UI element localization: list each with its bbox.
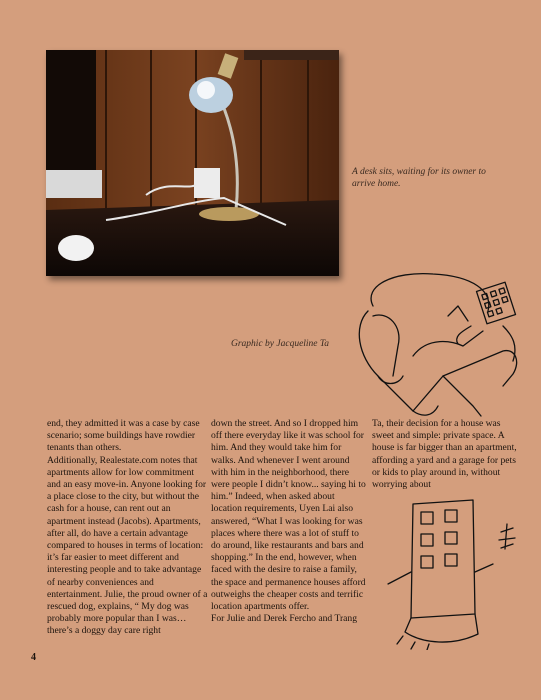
paragraph: Ta, their decision for a house was sweet and simple: private space. A house is far bigger than an apartment, affording a yard and a garage for pets or kids to play around in, without worrying about bbox=[372, 418, 517, 491]
graphic-credit: Graphic by Jacqueline Ta bbox=[231, 339, 330, 349]
paragraph: down the street. And so I dropped him off there everyday like it was school for him. And they would take him for walks. And whenever I went around with him in the neighborhood, there were people I didn’t know... saying hi to him.” Indeed, when asked about location requirements, Uyen Lai also answered, “What I was looking for was places where there was a lot of stuff to do around, like restaurants and bars and shopping.” In the end, however, when faced with the desire to raise a family, the space and permanence houses afford outweighs the cheaper costs and terrific location apartments offer. bbox=[211, 418, 366, 613]
photo-caption: A desk sits, waiting for its owner to arrive home. bbox=[352, 167, 486, 189]
article-column-2 bbox=[211, 418, 366, 625]
desk-photo-image bbox=[46, 50, 339, 276]
paragraph: end, they admitted it was a case by case scenario; some buildings have rowdier tenants than others. bbox=[47, 418, 200, 454]
paragraph: For Julie and Derek Fercho and Trang bbox=[211, 613, 358, 625]
page-number: 4 bbox=[31, 652, 36, 663]
paragraph: Additionally, Realestate.com notes that apartments allow for low commitment and an easy move-in. Anyone looking for a place close to the city, but without the cash for a house, can rent out an apartment instead (Jacobs). Apartments, after all, do have a certain advantage compared to houses in terms of location: it’s far easier to meet different and interesting people and to take advantage of nearby conveniences and entertainment. Julie, the proud owner of a rescued dog, explains, “ My dog was probably more popular than I was…there’s a doggy day care right bbox=[47, 454, 208, 637]
building-sketch bbox=[383, 494, 523, 650]
article-column-1 bbox=[47, 418, 210, 638]
article-column-3 bbox=[372, 418, 522, 491]
desk-lamp-photo bbox=[46, 50, 339, 276]
